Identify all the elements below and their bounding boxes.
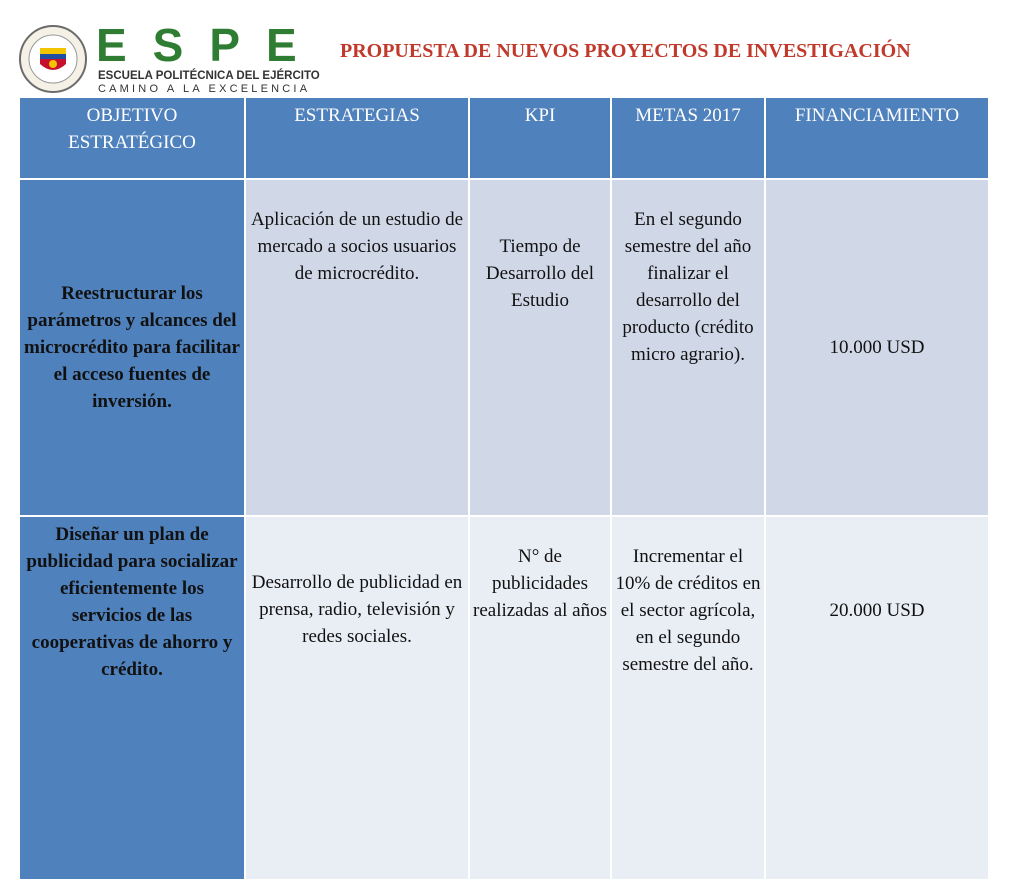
kpi-cell: Tiempo de Desarrollo del Estudio xyxy=(470,180,610,515)
slide-header xyxy=(0,0,1024,98)
table-row xyxy=(20,517,988,879)
financiamiento-cell: 10.000 USD xyxy=(766,180,988,515)
metas-cell: Incrementar el 10% de créditos en el sector agrícola, en el segundo semestre del año. xyxy=(612,517,764,879)
estrategias-cell: Desarrollo de publicidad en prensa, radio, televisión y redes sociales. xyxy=(246,517,468,879)
column-header-metas: METAS 2017 xyxy=(612,98,764,178)
column-header-objetivo: OBJETIVO ESTRATÉGICO xyxy=(20,98,244,178)
page-title: PROPUESTA DE NUEVOS PROYECTOS DE INVESTIGACIÓN xyxy=(340,40,911,62)
table-header-row xyxy=(20,98,988,178)
table-row xyxy=(20,180,988,515)
column-header-estrategias: ESTRATEGIAS xyxy=(246,98,468,178)
financiamiento-cell: 20.000 USD xyxy=(766,517,988,879)
estrategias-cell: Aplicación de un estudio de mercado a socios usuarios de microcrédito. xyxy=(246,180,468,515)
logo-tagline: CAMINO A LA EXCELENCIA xyxy=(98,83,311,95)
logo-subtitle: ESCUELA POLITÉCNICA DEL EJÉRCITO xyxy=(98,70,320,82)
metas-cell: En el segundo semestre del año finalizar el desarrollo del producto (crédito micro agrario). xyxy=(612,180,764,515)
espe-wordmark: ESPE xyxy=(96,19,323,71)
projects-table xyxy=(18,96,990,881)
kpi-cell: N° de publicidades realizadas al años xyxy=(470,517,610,879)
espe-seal-logo xyxy=(18,24,88,94)
column-header-kpi: KPI xyxy=(470,98,610,178)
column-header-financiamiento: FINANCIAMIENTO xyxy=(766,98,988,178)
objetivo-cell: Reestructurar los parámetros y alcances del microcrédito para facilitar el acceso fuentes de inversión. xyxy=(20,180,244,515)
objetivo-cell: Diseñar un plan de publicidad para socializar eficientemente los servicios de las cooperativas de ahorro y crédito. xyxy=(20,517,244,879)
